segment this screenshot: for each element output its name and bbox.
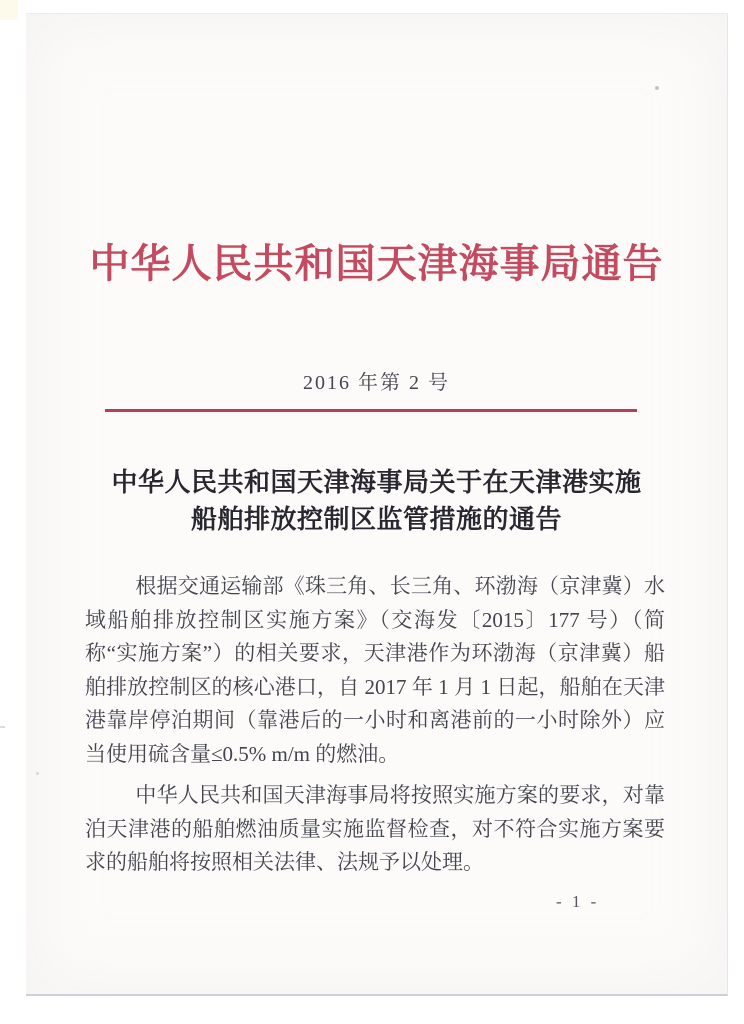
issue-number: 2016 年第 2 号 xyxy=(303,372,450,394)
body-paragraph-2: 中华人民共和国天津海事局将按照实施方案的要求，对靠泊天津港的船舶燃油质量实施监督检查，对不符合实施方案要求的船舶将按照相关法律、法规予以处理。 xyxy=(85,783,665,874)
document-page xyxy=(26,13,728,996)
body-paragraph-1: 根据交通运输部《珠三角、长三角、环渤海（京津冀）水域船舶排放控制区实施方案》（交海发〔2015〕177 号）（简称“实施方案”）的相关要求，天津港作为环渤海（京津冀）船舶排放控制区的核心港口，自 2017 年 1 月 1 日起，船舶在天津港靠岸停泊期间（靠港后的一小时和离港前的一小时除外）应当使用硫含量≤0.5% m/m 的燃油。 xyxy=(85,574,665,766)
notice-body xyxy=(85,570,665,880)
scan-speck xyxy=(36,772,39,775)
notice-heading-line-2: 船舶排放控制区监管措施的通告 xyxy=(190,505,562,534)
scan-corner-artifact xyxy=(0,0,18,20)
notice-heading xyxy=(26,464,727,538)
document-title: 中华人民共和国天津海事局通告 xyxy=(89,241,664,286)
red-divider-rule xyxy=(105,409,637,412)
page-number: - 1 - xyxy=(556,892,600,911)
scan-speck xyxy=(655,86,659,90)
scan-speck xyxy=(0,726,5,728)
notice-heading-line-1: 中华人民共和国天津海事局关于在天津港实施 xyxy=(111,468,642,497)
